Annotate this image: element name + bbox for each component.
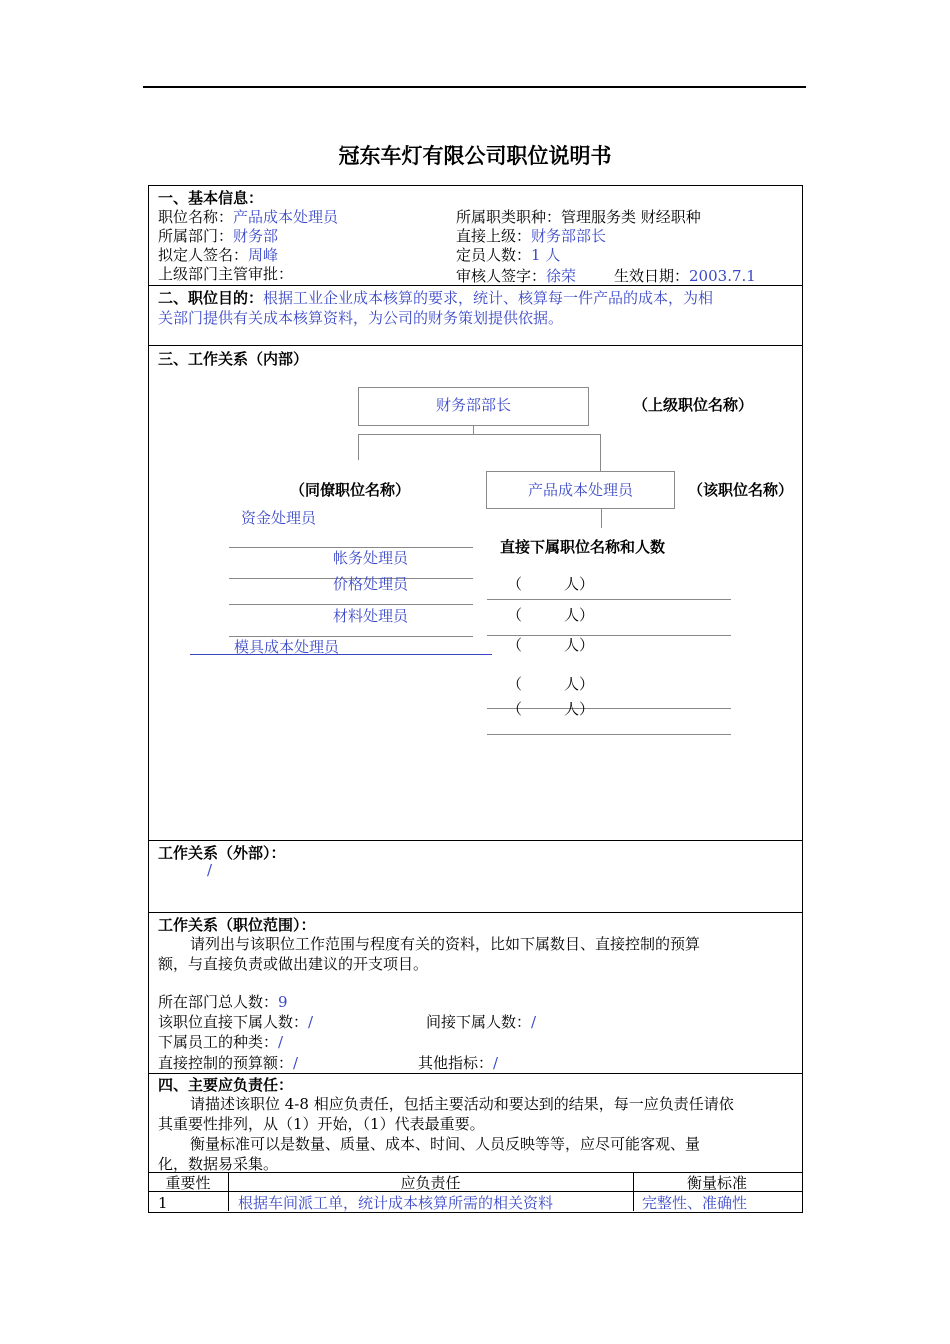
duties-heading: 四、主要应负责任： (158, 1076, 294, 1094)
purpose-line-2: 关部门提供有关成本核算资料，为公司的财务策划提供依据。 (158, 309, 564, 327)
department-row: 所属部门：财务部 (158, 227, 279, 245)
header-rule (143, 86, 806, 88)
peer-caption: （同僚职位名称） (290, 481, 411, 499)
duties-desc-line-3: 衡量标准可以是数量、质量、成本、时间、人员反映等等，应尽可能客观、量 (190, 1135, 701, 1153)
org-connector (601, 508, 602, 528)
indirect-sub-row: 间接下属人数：/ (426, 1013, 537, 1031)
row-duty: 根据车间派工单，统计成本核算所需的相关资料 (238, 1194, 554, 1212)
peer-position: 价格处理员 (333, 575, 409, 593)
section-divider (148, 345, 802, 346)
document-title: 冠东车灯有限公司职位说明书 (338, 143, 612, 168)
department-value: 财务部 (233, 227, 279, 245)
approval-label: 上级部门主管审批： (158, 265, 294, 283)
subordinate-underline (487, 734, 731, 735)
other-metrics-value: / (493, 1054, 499, 1072)
row-measure: 完整性、准确性 (642, 1194, 748, 1212)
direct-sub-row: 该职位直接下属人数：/ (158, 1013, 314, 1031)
col-header-importance: 重要性 (165, 1174, 211, 1192)
drafter-value: 周峰 (248, 246, 279, 264)
internal-relations-heading: 三、工作关系（内部） (158, 350, 309, 368)
scope-heading: 工作关系（职位范围）： (158, 916, 316, 934)
org-connector (600, 434, 601, 471)
org-connector (358, 434, 601, 435)
sub-types-row: 下属员工的种类：/ (158, 1033, 284, 1051)
basic-info-heading: 一、基本信息： (158, 189, 264, 207)
subordinate-slot: （ 人） (507, 700, 595, 718)
scope-desc-line-2: 额，与直接负责或做出建议的开支项目。 (158, 955, 429, 973)
peer-position: 资金处理员 (241, 509, 317, 527)
direct-sub-value: / (308, 1013, 314, 1031)
self-position-name: 产品成本处理员 (527, 481, 633, 499)
section-divider (148, 912, 802, 913)
subordinate-caption: 直接下属职位名称和人数 (500, 538, 666, 556)
self-caption: （该职位名称） (688, 481, 794, 499)
superior-position-name: 财务部部长 (435, 396, 511, 414)
org-connector (358, 434, 359, 460)
table-row (148, 1192, 802, 1212)
dept-total-value: 9 (278, 993, 288, 1011)
drafter-row: 拟定人签名：周峰 (158, 246, 279, 264)
scope-desc-line-1: 请列出与该职位工作范围与程度有关的资料，比如下属数目、直接控制的预算 (190, 935, 701, 953)
col-header-duty: 应负责任 (400, 1174, 461, 1192)
peer-underline (229, 604, 473, 605)
peer-position: 帐务处理员 (333, 549, 409, 567)
reviewer-value: 徐荣 (546, 267, 577, 285)
section-divider (148, 840, 802, 841)
headcount-row: 定员人数：1 人 (456, 246, 561, 264)
category-row: 所属职类职种：管理服务类 财经职种 (456, 208, 701, 226)
row-importance: 1 (158, 1194, 168, 1212)
purpose-line-1: 二、职位目的：根据工业企业成本核算的要求，统计、核算每一件产品的成本，为相 (158, 289, 714, 307)
superior-value: 财务部部长 (531, 227, 607, 245)
effective-date-value: 2003.7.1 (689, 267, 756, 285)
budget-row: 直接控制的预算额：/ (158, 1054, 299, 1072)
external-relations-value: / (207, 861, 213, 879)
col-header-measure: 衡量标准 (686, 1174, 747, 1192)
effective-date-row: 生效日期：2003.7.1 (614, 267, 756, 285)
position-name-value: 产品成本处理员 (233, 208, 339, 226)
subordinate-underline (487, 599, 731, 600)
subordinate-slot: （ 人） (507, 575, 595, 593)
dept-total-row: 所在部门总人数：9 (158, 993, 288, 1011)
purpose-heading: 二、职位目的： (158, 289, 264, 307)
peer-position: 材料处理员 (333, 607, 409, 625)
duties-desc-line-1: 请描述该职位 4-8 相应负责任，包括主要活动和要达到的结果，每一应负责任请依 (190, 1095, 734, 1113)
external-relations-heading: 工作关系（外部）： (158, 844, 286, 862)
sub-types-value: / (278, 1033, 284, 1051)
subordinate-slot: （ 人） (507, 636, 595, 654)
budget-value: / (293, 1054, 299, 1072)
subordinate-slot: （ 人） (507, 675, 595, 693)
peer-underline (190, 654, 492, 655)
duties-desc-line-4: 化，数据易采集。 (158, 1155, 279, 1173)
indirect-sub-value: / (531, 1013, 537, 1031)
reviewer-row: 审核人签字：徐荣 (456, 267, 577, 285)
duties-desc-line-2: 其重要性排列，从（1）开始，（1）代表最重要。 (158, 1115, 485, 1133)
peer-position: 模具成本处理员 (234, 638, 340, 656)
position-name-row: 职位名称：产品成本处理员 (158, 208, 339, 226)
headcount-value: 1 人 (531, 246, 561, 264)
subordinate-slot: （ 人） (507, 606, 595, 624)
other-metrics-row: 其他指标：/ (418, 1054, 499, 1072)
superior-row: 直接上级：财务部部长 (456, 227, 607, 245)
section-divider (148, 1073, 802, 1074)
category-value: 管理服务类 财经职种 (561, 208, 701, 226)
superior-caption: （上级职位名称） (633, 396, 754, 414)
